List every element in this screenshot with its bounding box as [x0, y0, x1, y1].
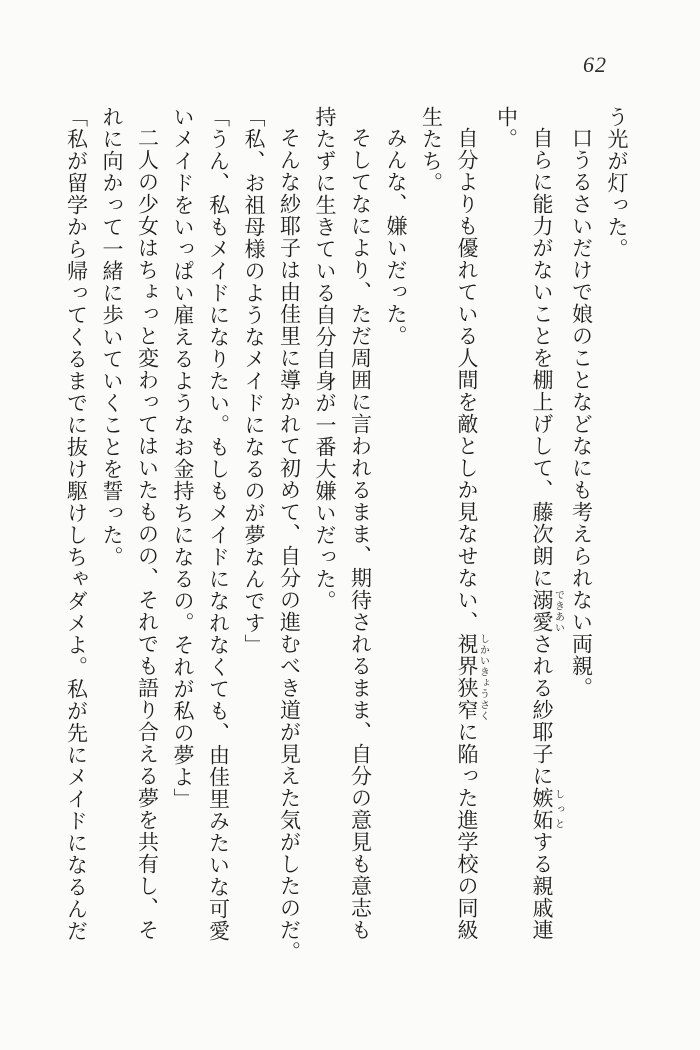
paragraph-1: う光が灯った。	[605, 106, 629, 260]
paragraph-2: 口うるさいだけで娘のことなどなにも考えられない両親。	[569, 127, 594, 699]
paragraph-5: みんな、嫌いだった。	[384, 127, 408, 347]
page-number: 62	[583, 52, 607, 77]
paragraph-8: 「私、お祖母様のようなメイドになるのが夢なんです」	[242, 106, 266, 656]
paragraph-4: 自分よりも優れている人間を敵としか見なせない、視界狭窄しかいきょうさくに陥った進学校の同級生たち。	[419, 106, 489, 941]
paragraph-7: そんな紗耶子は由佳里に導かれて初めて、自分の進むべき道が見えた気がしたのだ。	[277, 127, 302, 963]
paragraph-6: そしてなにより、ただ周囲に言われるまま、期待されるまま、自分の意見も意志も持たずに生きている自分自身が一番大嫌いだった。	[313, 106, 373, 941]
paragraph-3: 自らに能力がないことを棚上げして、藤次朗に溺愛できあいされる紗耶子に嫉妬しっとする親戚連中。	[494, 106, 564, 941]
paragraph-9: 「うん、私もメイドになりたい。もしもメイドになれなくても、由佳里みたいな可愛いメイドをいっぱい雇えるようなお金持ちになるの。それが私の夢よ」	[171, 106, 231, 942]
paragraph-10: 二人の少女はちょっと変わってはいたものの、それでも語り合える夢を共有し、それに向かって一緒に歩いていくことを誓った。	[100, 106, 160, 941]
paragraph-11: 「私が留学から帰ってくるまでに抜け駆けしちゃダメよ。私が先にメイドになるんだ	[64, 106, 89, 942]
text-block	[58, 106, 634, 963]
